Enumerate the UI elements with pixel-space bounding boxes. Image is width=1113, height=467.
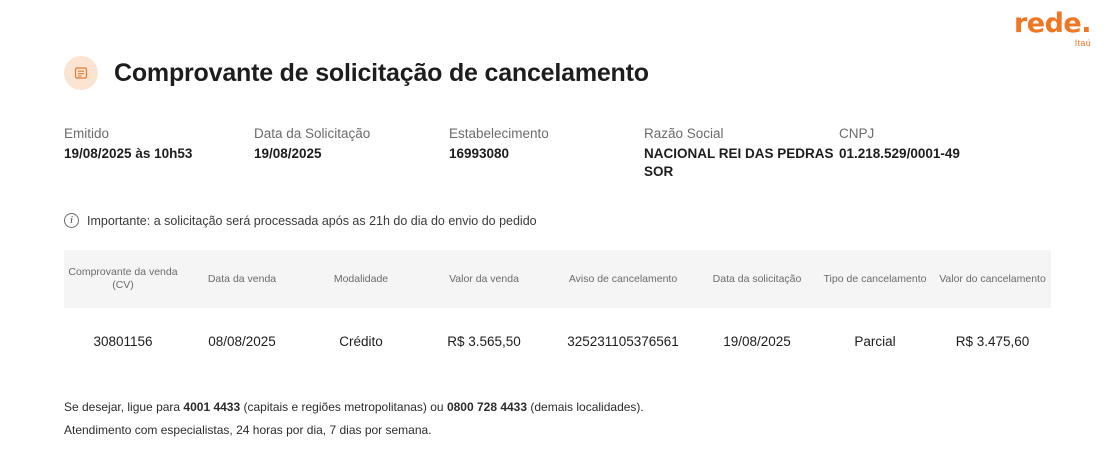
cancellation-table <box>64 250 1051 374</box>
column-header-modalidade: Modalidade <box>333 272 389 285</box>
info-icon: i <box>64 213 79 228</box>
info-value: NACIONAL REI DAS PEDRAS SOR <box>644 146 834 180</box>
summary-info <box>64 126 1049 181</box>
cell-modalidade: Crédito <box>339 333 383 349</box>
info-value: 19/08/2025 às 10h53 <box>64 146 193 161</box>
info-value: 16993080 <box>449 146 510 161</box>
footer-text-2: (capitais e regiões metropolitanas) ou <box>240 400 447 415</box>
title-row <box>64 56 1049 90</box>
cell-data-venda: 08/08/2025 <box>208 333 276 349</box>
column-header-aviso: Aviso de cancelamento <box>568 272 678 285</box>
info-label: Estabelecimento <box>449 126 549 141</box>
cell-data-solicitacao: 19/08/2025 <box>723 333 791 349</box>
receipt-icon <box>64 56 98 90</box>
rede-logo <box>1014 10 1091 48</box>
phone-demais: 0800 728 4433 <box>446 400 528 415</box>
info-label: CNPJ <box>839 126 875 141</box>
footer-text-1: Se desejar, ligue para <box>64 400 184 415</box>
column-header-valor-cancelamento: Valor do cancelamento <box>939 272 1046 285</box>
cell-tipo: Parcial <box>854 333 896 349</box>
footer-line-hours: Atendimento com especialistas, 24 horas por dia, 7 dias por semana. <box>64 423 432 438</box>
table-header-row <box>64 250 1051 308</box>
column-header-data-venda: Data da venda <box>207 272 277 285</box>
info-field-cnpj <box>839 126 1039 181</box>
table-row <box>64 308 1051 374</box>
page-title: Comprovante de solicitação de cancelamento <box>114 58 649 87</box>
info-field-emitido <box>64 126 254 181</box>
notice-text: Importante: a solicitação será processada após as 21h do dia do envio do pedido <box>87 213 537 228</box>
column-header-tipo: Tipo de cancelamento <box>823 272 927 285</box>
cell-cv: 30801156 <box>93 333 153 349</box>
info-label: Emitido <box>64 126 110 141</box>
cell-aviso: 325231105376561 <box>567 333 679 349</box>
notice-banner <box>64 213 1049 228</box>
brand-sub: Itaú <box>1074 38 1091 48</box>
cell-valor-cancelamento: R$ 3.475,60 <box>955 333 1030 349</box>
info-label: Razão Social <box>644 126 724 141</box>
info-field-estabelecimento <box>449 126 644 181</box>
footer-text-3: (demais localidades). <box>527 400 644 415</box>
info-value: 19/08/2025 <box>254 146 322 161</box>
column-header-cv: Comprovante da venda (CV) <box>68 266 178 292</box>
footer <box>64 396 1049 442</box>
info-label: Data da Solicitação <box>254 126 371 141</box>
cell-valor-venda: R$ 3.565,50 <box>447 333 521 349</box>
footer-line-phones <box>64 396 1049 419</box>
info-field-data-solicitacao <box>254 126 449 181</box>
info-value: 01.218.529/0001-49 <box>839 146 960 161</box>
column-header-data-solicitacao: Data da solicitação <box>712 272 802 285</box>
info-field-razao-social <box>644 126 839 181</box>
column-header-valor-venda: Valor da venda <box>449 272 519 285</box>
brand-name: rede. <box>1013 8 1091 39</box>
phone-capitais: 4001 4433 <box>183 400 241 415</box>
